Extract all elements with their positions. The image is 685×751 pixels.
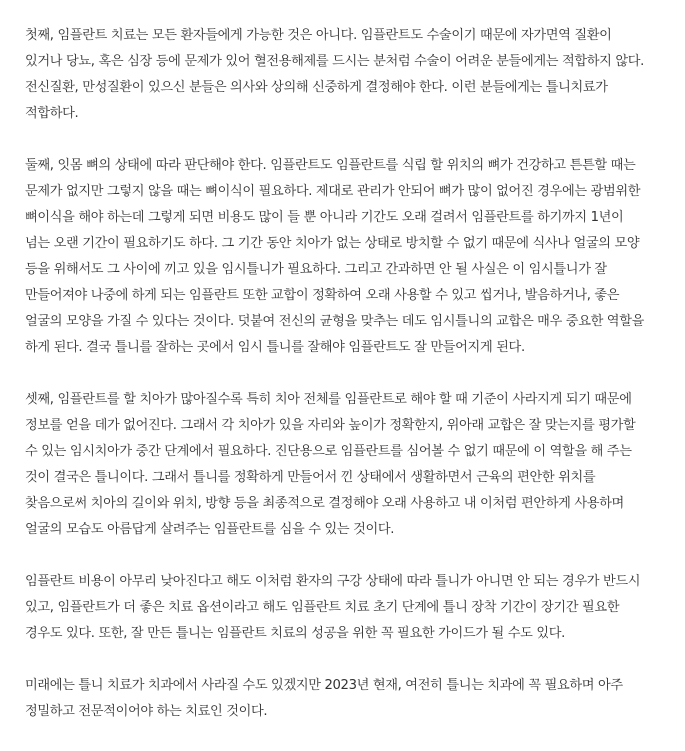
text-line: 얼굴의 모양을 가질 수 있다는 것이다. 덧붙여 전신의 균형을 맞추는 데도 임시틀니의 교합은 매우 중요한 역할을 xyxy=(25,314,644,329)
paragraph-4 xyxy=(25,569,675,647)
text-line: 경우도 있다. 또한, 잘 만든 틀니는 임플란트 치료의 성공을 위한 꼭 필요한 가이드가 될 수도 있다. xyxy=(25,626,565,641)
text-line: 미래에는 틀니 치료가 치과에서 사라질 수도 있겠지만 2023년 현재, 여전히 틀니는 치과에 꼭 필요하며 아주 xyxy=(25,678,623,693)
paragraph-5 xyxy=(25,673,675,725)
article-body xyxy=(25,23,675,751)
text-line: 하게 된다. 결국 틀니를 잘하는 곳에서 임시 틀니를 잘해야 임플란트도 잘 만들어지게 된다. xyxy=(25,340,525,355)
text-line: 만들어져야 나중에 하게 되는 임플란트 또한 교합이 정확하여 오래 사용할 수 있고 씹거나, 발음하거나, 좋은 xyxy=(25,288,620,303)
text-line: 있거나 당뇨, 혹은 심장 등에 문제가 있어 혈전용해제를 드시는 분처럼 수술이 어려운 분들에게는 적합하지 않다. xyxy=(25,54,644,69)
text-line: 등을 위해서도 그 사이에 끼고 있을 임시틀니가 필요하다. 그리고 간과하면 안 될 사실은 이 임시틀니가 잘 xyxy=(25,262,607,277)
text-line: 문제가 없지만 그렇지 않을 때는 뼈이식이 필요하다. 제대로 관리가 안되어 뼈가 많이 없어진 경우에는 광범위한 xyxy=(25,184,641,199)
text-line: 수 있는 임시치아가 중간 단계에서 필요하다. 진단용으로 임플란트를 심어볼 수 없기 때문에 이 역할을 해 주는 xyxy=(25,444,632,459)
text-line: 찾음으로써 치아의 길이와 위치, 방향 등을 최종적으로 결정해야 오래 사용하고 내 이처럼 편안하게 사용하며 xyxy=(25,496,624,511)
text-line: 정보를 얻을 데가 없어진다. 그래서 각 치아가 있을 자리와 높이가 정확한지, 위아래 교합은 잘 맞는지를 평가할 xyxy=(25,418,636,433)
paragraph-1 xyxy=(25,23,675,127)
text-line: 전신질환, 만성질환이 있으신 분들은 의사와 상의해 신중하게 결정해야 한다. 이런 분들에게는 틀니치료가 xyxy=(25,80,608,95)
text-line: 둘째, 잇몸 뼈의 상태에 따라 판단해야 한다. 임플란트도 임플란트를 식립 할 위치의 뼈가 건강하고 튼튼할 때는 xyxy=(25,158,636,173)
text-line: 임플란트 비용이 아무리 낮아진다고 해도 이처럼 환자의 구강 상태에 따라 틀니가 아니면 안 되는 경우가 반드시 xyxy=(25,574,641,589)
text-line: 있고, 임플란트가 더 좋은 치료 옵션이라고 해도 임플란트 치료 초기 단계에 틀니 장착 기간이 장기간 필요한 xyxy=(25,600,620,615)
text-line: 정밀하고 전문적이어야 하는 치료인 것이다. xyxy=(25,704,268,719)
paragraph-3 xyxy=(25,387,675,543)
text-line: 것이 결국은 틀니이다. 그래서 틀니를 정확하게 만들어서 낀 상태에서 생활하면서 근육의 편안한 위치를 xyxy=(25,470,596,485)
text-line: 넘는 오랜 기간이 필요하기도 하다. 그 기간 동안 치아가 없는 상태로 방치할 수 없기 때문에 식사나 얼굴의 모양 xyxy=(25,236,640,251)
text-line: 얼굴의 모습도 아름답게 살려주는 임플란트를 심을 수 있는 것이다. xyxy=(25,522,395,537)
text-line: 뼈이식을 해야 하는데 그렇게 되면 비용도 많이 들 뿐 아니라 기간도 오래 걸려서 임플란트를 하기까지 1년이 xyxy=(25,210,624,225)
text-line: 셋째, 임플란트를 할 치아가 많아질수록 특히 치아 전체를 임플란트로 해야 할 때 기준이 사라지게 되기 때문에 xyxy=(25,392,632,407)
text-line: 적합하다. xyxy=(25,106,79,121)
paragraph-2 xyxy=(25,153,675,361)
text-line: 첫째, 임플란트 치료는 모든 환자들에게 가능한 것은 아니다. 임플란트도 수술이기 때문에 자가면역 질환이 xyxy=(25,28,612,43)
